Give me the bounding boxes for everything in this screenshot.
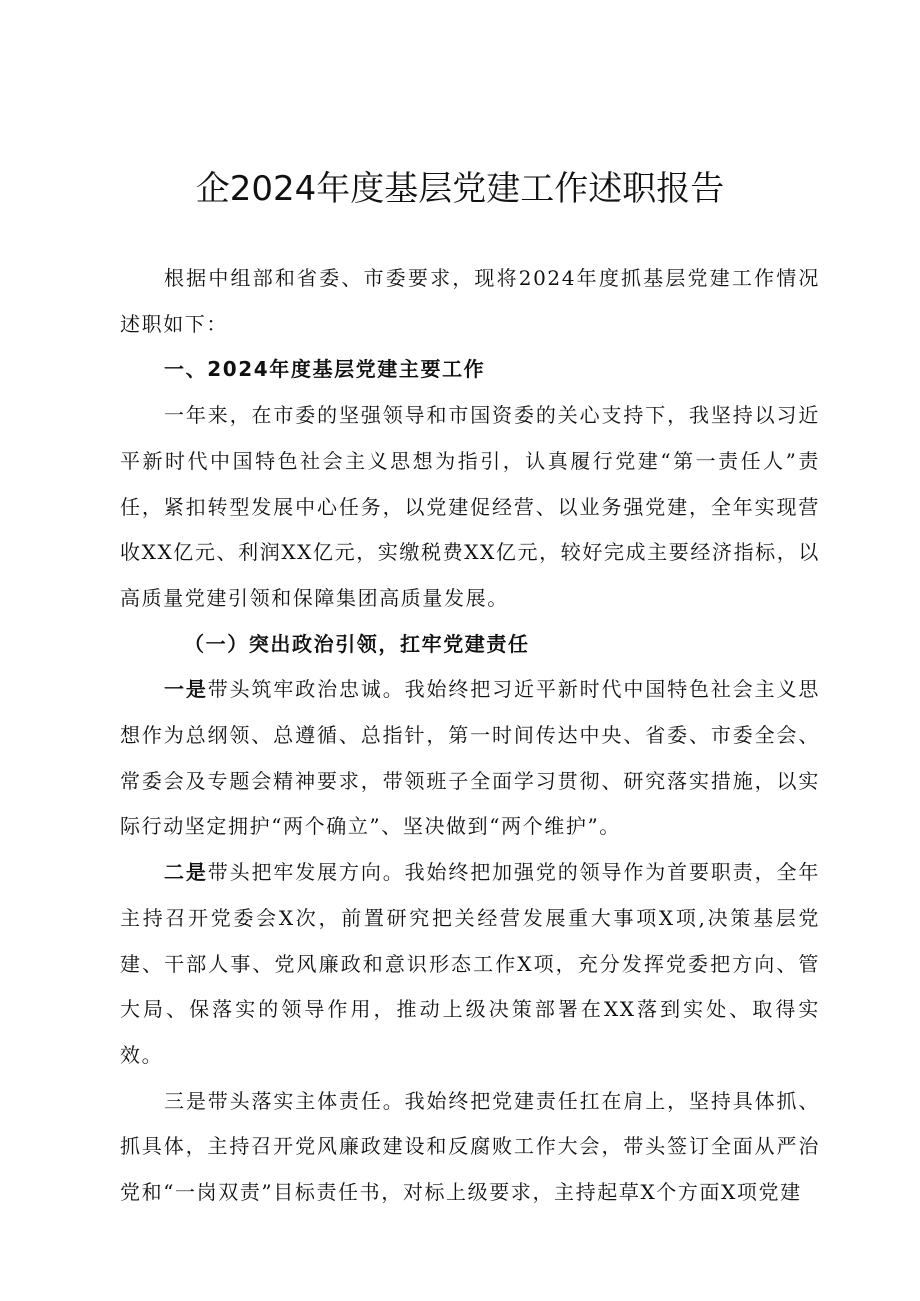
point-two-paragraph [120,850,820,1079]
intro-paragraph: 根据中组部和省委、市委要求，现将2024年度抓基层党建工作情况述职如下： [120,266,820,336]
document-title: 企2024年度基层党建工作述职报告 [195,169,725,209]
point-three-paragraph: 三是带头落实主体责任。我始终把党建责任扛在肩上，坚持具体抓、抓具体，主持召开党风廉政建设和反腐败工作大会，带头签订全面从严治党和“一岗双责”目标责任书，对标上级要求，主持起草X个方面X项党建 [120,1088,820,1205]
point-one-paragraph [120,667,820,850]
section-heading: 一、2024年度基层党建主要工作 [164,357,486,382]
document-body [120,256,820,1216]
point-two-lead: 二是 [164,860,208,885]
point-one-text: 带头筑牢政治忠诚。我始终把习近平新时代中国特色社会主义思想作为总纲领、总遵循、总指针，第一时间传达中央、省委、市委全会、常委会及专题会精神要求，带领班子全面学习贯彻、研究落实措施，以实际行动坚定拥护“两个确立”、坚决做到“两个维护”。 [120,677,820,839]
subsection-heading: （一）突出政治引领，扛牢党建责任 [184,631,530,656]
point-one-lead: 一是 [164,677,208,702]
summary-paragraph: 一年来，在市委的坚强领导和市国资委的关心支持下，我坚持以习近平新时代中国特色社会主义思想为指引，认真履行党建“第一责任人”责任，紧扣转型发展中心任务，以党建促经营、以业务强党建，全年实现营收XX亿元、利润XX亿元，实缴税费XX亿元，较好完成主要经济指标，以高质量党建引领和保障集团高质量发展。 [120,403,820,610]
point-two-text: 带头把牢发展方向。我始终把加强党的领导作为首要职责，全年主持召开党委会X次，前置研究把关经营发展重大事项X项,决策基层党建、干部人事、党风廉政和意识形态工作X项，充分发挥党委把方向、管大局、保落实的领导作用，推动上级决策部署在XX落到实处、取得实效。 [120,860,820,1067]
